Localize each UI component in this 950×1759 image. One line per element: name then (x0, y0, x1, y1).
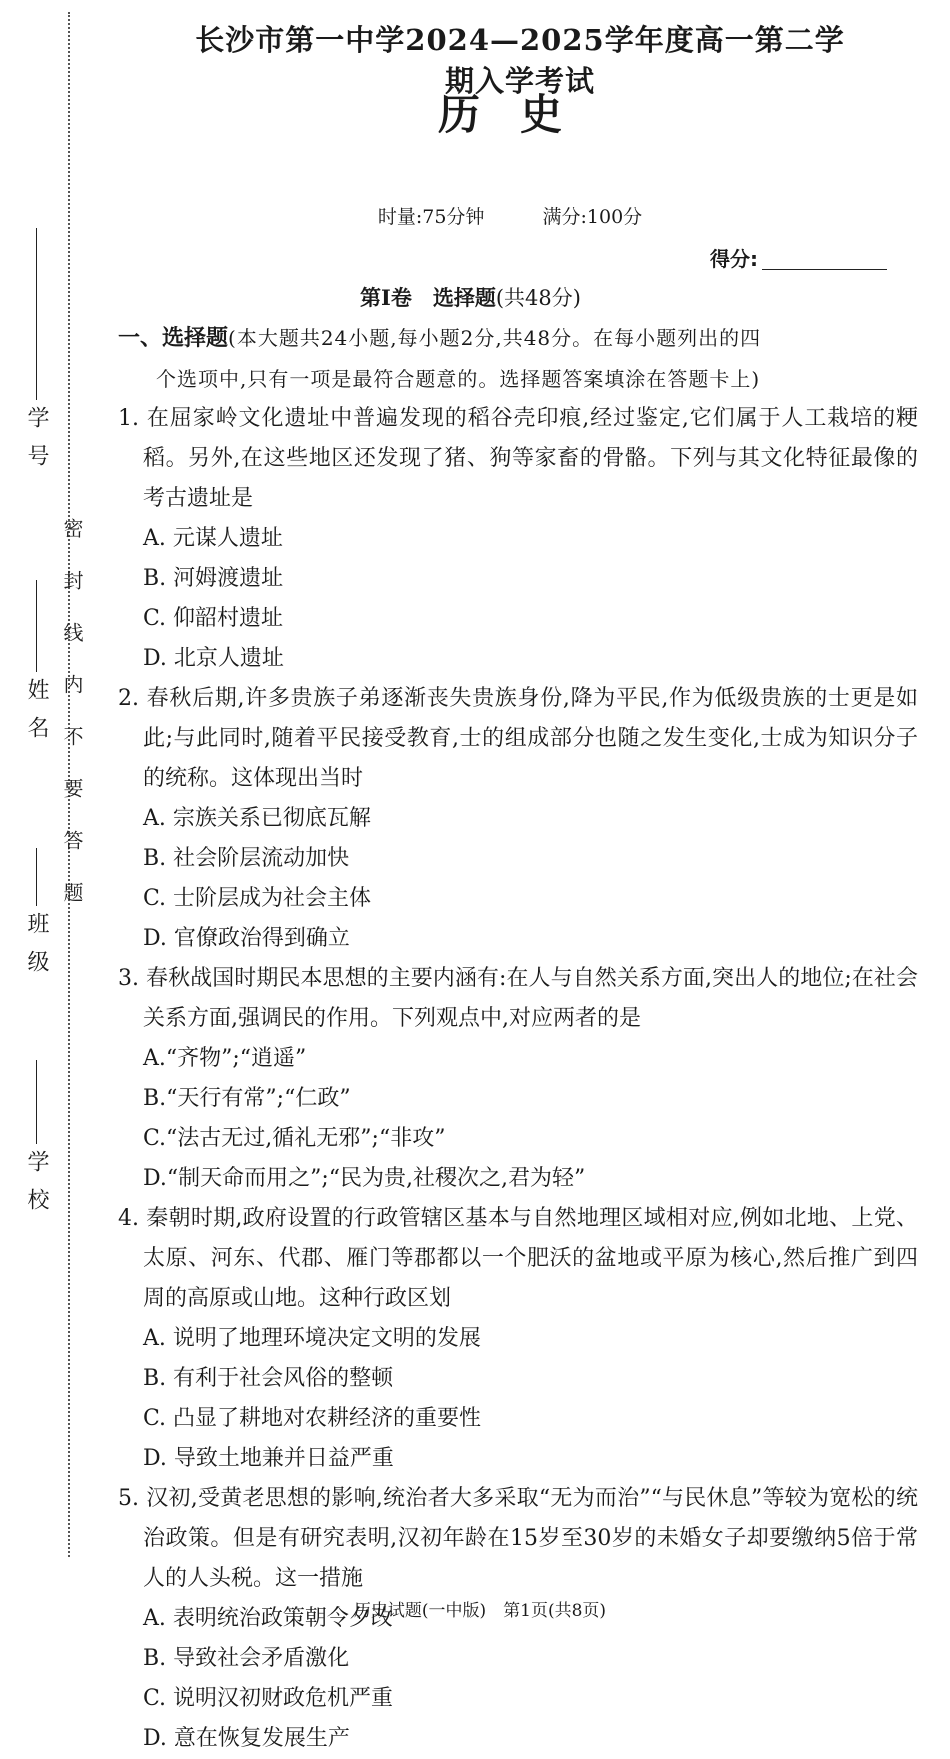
questions-area (118, 318, 918, 1759)
exam-meta (300, 202, 720, 229)
score-label: 得分: (710, 247, 758, 271)
option-c: C. 凸显了耕地对农耕经济的重要性 (143, 1406, 482, 1431)
question-stem: 5. 汉初,受黄老思想的影响,统治者大多采取“无为而治”“与民休息”等较为宽松的统治政策。但是有研究表明,汉初年龄在15岁至30岁的未婚女子却要缴纳5倍于常人的人头税。这一措施 (118, 1486, 918, 1591)
option-b: B.“天行有常”;“仁政” (143, 1086, 351, 1111)
question-2 (118, 679, 918, 959)
student-id-field (24, 228, 48, 488)
section-count: (共48分) (495, 286, 581, 310)
option-list (118, 1039, 918, 1199)
instructions-line1: (本大题共24小题,每小题2分,共48分。在每小题列出的四 (228, 326, 762, 350)
question-4 (118, 1199, 918, 1479)
option-b: B. 导致社会矛盾激化 (143, 1646, 350, 1671)
option-a: A. 表明统治政策朝令夕改 (143, 1606, 393, 1631)
option-d: D.“制天命而用之”;“民为贵,社稷次之,君为轻” (143, 1166, 586, 1191)
score-blank (762, 269, 887, 270)
option-d: D. 导致土地兼并日益严重 (143, 1446, 394, 1471)
option-b: B. 有利于社会风俗的整顿 (143, 1366, 394, 1391)
time-limit: 时量:75分钟 (377, 206, 485, 228)
option-d: D. 官僚政治得到确立 (143, 926, 350, 951)
option-d: D. 北京人遗址 (143, 646, 284, 671)
section-title: 第Ⅰ卷 选择题 (360, 285, 496, 310)
full-marks: 满分:100分 (542, 206, 643, 228)
option-list (118, 519, 918, 679)
section-heading (360, 282, 581, 312)
option-c: C. 仰韶村遗址 (143, 606, 284, 631)
question-1 (118, 399, 918, 679)
option-c: C.“法古无过,循礼无邪”;“非攻” (143, 1126, 446, 1151)
option-a: A.“齐物”;“逍遥” (143, 1046, 307, 1071)
seal-warning: 密封线内不要答题 (60, 518, 84, 934)
exam-title: 长沙市第一中学2024—2025学年度高一第二学期入学考试 (195, 23, 845, 98)
option-c: C. 说明汉初财政危机严重 (143, 1686, 394, 1711)
option-b: B. 社会阶层流动加快 (143, 846, 350, 871)
school-label: 学校 (24, 1150, 49, 1226)
option-list (118, 1599, 918, 1759)
student-id-label: 学号 (24, 406, 49, 482)
page-footer: 历史试题(一中版) 第1页(共8页) (353, 1601, 607, 1621)
class-label: 班级 (24, 912, 49, 988)
option-a: A. 说明了地理环境决定文明的发展 (143, 1326, 481, 1351)
option-a: A. 元谋人遗址 (143, 526, 283, 551)
option-list (118, 1319, 918, 1479)
option-c: C. 士阶层成为社会主体 (143, 886, 372, 911)
instructions-line2: 个选项中,只有一项是最符合题意的。选择题答案填涂在答题卡上) (156, 367, 761, 391)
instructions-lead: 一、选择题 (118, 325, 229, 351)
question-stem: 4. 秦朝时期,政府设置的行政管辖区基本与自然地理区域相对应,例如北地、上党、太原、河东、代郡、雁门等郡都以一个肥沃的盆地或平原为核心,然后推广到四周的高原或山地。这种行政区划 (118, 1206, 918, 1311)
question-stem: 2. 春秋后期,许多贵族子弟逐渐丧失贵族身份,降为平民,作为低级贵族的士更是如此;与此同时,随着平民接受教育,士的组成部分也随之发生变化,士成为知识分子的统称。这体现出当时 (118, 686, 918, 791)
school-field (24, 1060, 48, 1232)
option-d: D. 意在恢复发展生产 (143, 1726, 350, 1751)
question-stem: 1. 在屈家岭文化遗址中普遍发现的稻谷壳印痕,经过鉴定,它们属于人工栽培的粳稻。另外,在这些地区还发现了猪、狗等家畜的骨骼。下列与其文化特征最像的考古遗址是 (118, 406, 918, 511)
name-label: 姓名 (24, 678, 49, 754)
question-stem: 3. 春秋战国时期民本思想的主要内涵有:在人与自然关系方面,突出人的地位;在社会关系方面,强调民的作用。下列观点中,对应两者的是 (118, 966, 918, 1031)
option-list (118, 799, 918, 959)
score-field (710, 243, 887, 272)
option-b: B. 河姆渡遗址 (143, 566, 284, 591)
subject-title: 历史 (437, 90, 602, 139)
instructions (118, 318, 918, 359)
option-a: A. 宗族关系已彻底瓦解 (143, 806, 371, 831)
question-3 (118, 959, 918, 1199)
